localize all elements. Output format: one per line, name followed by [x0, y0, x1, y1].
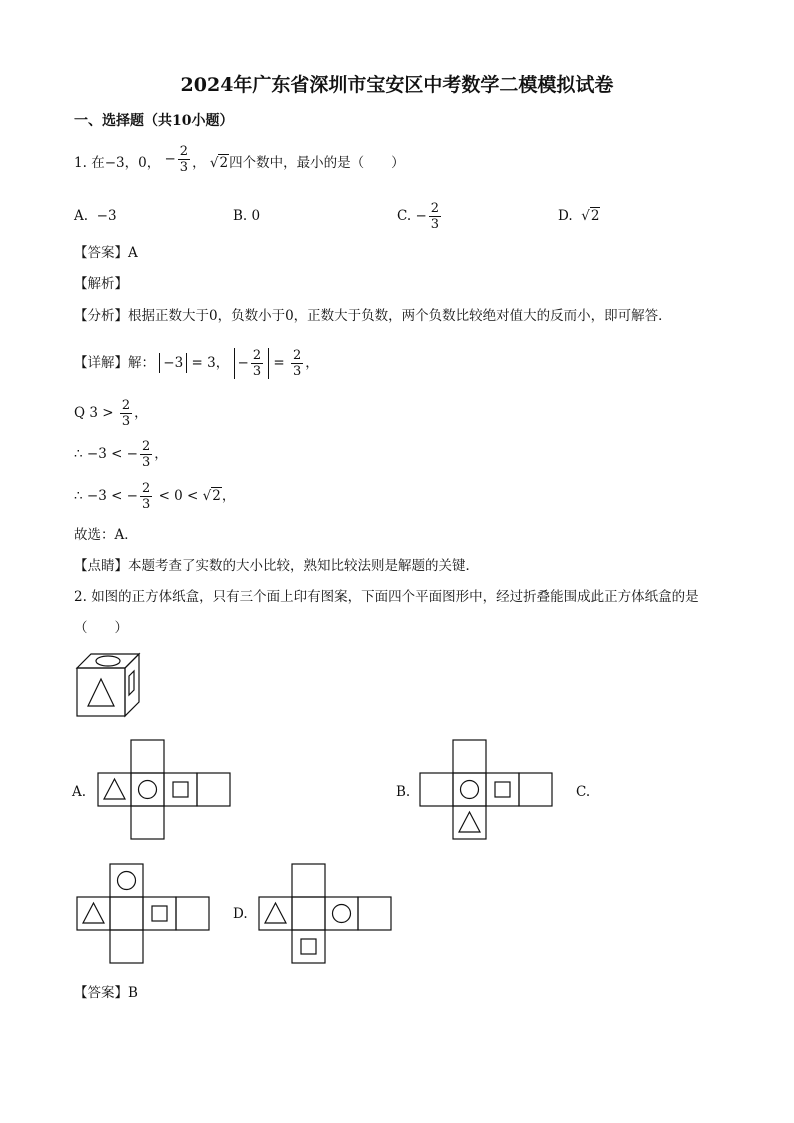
step-end: ， [221, 488, 236, 504]
q1-sep: ， [192, 155, 206, 171]
q1-sqrt-val: 2 [219, 155, 229, 171]
q1-step-2 [74, 436, 168, 472]
step-den: 3 [142, 497, 151, 512]
abs-value-1 [159, 353, 187, 373]
q1-sep: ， [146, 155, 161, 171]
cube-front-face [77, 668, 125, 716]
q1-fraction [164, 141, 192, 177]
option-label: C. [397, 208, 412, 224]
q1-frac-num: 2 [179, 144, 189, 159]
square-icon [173, 782, 188, 797]
q1-dianjing [74, 556, 479, 576]
q1-step-3 [74, 478, 235, 514]
q1-frac-sign: − [164, 151, 176, 167]
circle-icon [118, 872, 136, 890]
circle-icon [96, 656, 120, 666]
abs2-rden: 3 [293, 364, 302, 379]
q1-sep: ， [124, 155, 139, 171]
circle-icon [139, 781, 157, 799]
net-option-a[interactable] [96, 738, 234, 840]
q1-suffix: 四个数中，最小的是（ ） [229, 155, 405, 171]
triangle-icon [459, 812, 480, 832]
step-end: ， [154, 446, 168, 462]
q2-stem [74, 587, 699, 607]
step-text: ∴ −3 < − [74, 488, 138, 504]
q1-option-c[interactable] [397, 197, 443, 235]
triangle-icon [83, 903, 104, 923]
dianjing-tag: 【点睛】 [74, 558, 128, 574]
triangle-icon [104, 779, 125, 799]
q1-sqrt: √2 [209, 155, 229, 171]
fenxi-text: 根据正数大于0，负数小于0，正数大于负数，两个负数比较绝对值大的反而小，即可解答． [128, 308, 672, 324]
q2-number: 2. [74, 589, 87, 605]
q1-option-d[interactable] [558, 206, 600, 226]
step-mid: < 0 < [158, 488, 199, 504]
step-num: 2 [121, 398, 131, 413]
q2-text: 如图的正方体纸盒，只有三个面上印有图案，下面四个平面图形中，经过折叠能围成此正方体纸盒的是 [91, 589, 699, 605]
option-frac-num: 2 [430, 201, 440, 216]
abs-value-2 [234, 348, 270, 379]
option-sqrt-val: 2 [590, 208, 600, 224]
q2-label-b: B. [396, 784, 411, 800]
answer-value: A [128, 245, 138, 261]
q2-label-a: A. [72, 784, 87, 800]
circle-icon [333, 905, 351, 923]
option-value: 0 [251, 208, 261, 224]
abs2-den: 3 [252, 364, 262, 379]
abs2-sign: − [237, 355, 249, 371]
fenxi-tag: 【分析】 [74, 308, 128, 324]
q1-zero: 0 [138, 155, 147, 171]
q1-fenxi [74, 306, 672, 326]
option-sqrt: √2 [581, 208, 600, 224]
dianjing-text: 本题考查了实数的大小比较，熟知比较法则是解题的关键． [128, 558, 479, 574]
circle-icon [461, 781, 479, 799]
net-option-c[interactable] [75, 862, 213, 964]
q1-step-1 [74, 395, 148, 431]
step-text: ∴ −3 < − [74, 446, 138, 462]
cube-side-face [125, 654, 139, 716]
answer-value: B [128, 985, 138, 1001]
q1-stem [74, 145, 405, 181]
comma: ， [215, 355, 230, 371]
option-label: A. [74, 208, 89, 224]
triangle-icon [265, 903, 286, 923]
square-icon [301, 939, 316, 954]
net-option-d[interactable] [257, 862, 395, 964]
square-icon [495, 782, 510, 797]
answer-tag: 【答案】 [74, 245, 128, 261]
step-den: 3 [121, 414, 131, 429]
page-title: 2024年广东省深圳市宝安区中考数学二模模拟试卷 [180, 74, 614, 96]
rectangle-icon [129, 671, 134, 695]
step-sqrt-val: 2 [212, 488, 221, 504]
q1-option-b[interactable] [233, 206, 260, 226]
q2-label-c: C. [576, 784, 591, 800]
q2-answer [74, 983, 138, 1003]
section-heading: 一、选择题（共10小题） [74, 113, 234, 129]
option-label: D. [558, 208, 573, 224]
step-den: 3 [142, 455, 151, 470]
net-option-b[interactable] [418, 738, 556, 840]
step-text: Q 3 > [74, 405, 114, 421]
option-frac-den: 3 [430, 217, 440, 232]
option-value: −3 [96, 208, 117, 224]
square-icon [152, 906, 167, 921]
q1-option-a[interactable] [74, 206, 117, 226]
step-sqrt: √2 [202, 488, 221, 504]
detail-prefix: 解： [128, 355, 155, 371]
abs-eq: = 3 [191, 355, 216, 371]
detail-tag: 【详解】 [74, 355, 128, 371]
q1-answer [74, 243, 138, 263]
option-label: B. [233, 208, 248, 224]
abs2-eq: = [273, 355, 285, 371]
q2-label-d: D. [233, 906, 248, 922]
q1-prefix: 在 [91, 155, 105, 171]
step-num: 2 [142, 481, 151, 496]
q1-choose: 故选：A． [74, 527, 138, 543]
triangle-icon [88, 679, 114, 706]
q1-frac-den: 3 [179, 160, 189, 175]
abs2-rnum: 2 [293, 348, 302, 363]
cube-figure [74, 650, 144, 720]
step-num: 2 [142, 439, 151, 454]
q1-neg3: −3 [104, 155, 125, 171]
step-end: ， [134, 405, 148, 421]
answer-tag: 【答案】 [74, 985, 128, 1001]
comma: ， [305, 355, 319, 371]
q1-analysis-tag: 【解析】 [74, 276, 128, 292]
abs-inner: −3 [163, 355, 184, 371]
abs2-num: 2 [252, 348, 262, 363]
q2-paren: （ ） [74, 620, 128, 636]
q1-number: 1. [74, 155, 87, 171]
q1-detail [74, 345, 319, 381]
option-sign: − [415, 208, 427, 224]
